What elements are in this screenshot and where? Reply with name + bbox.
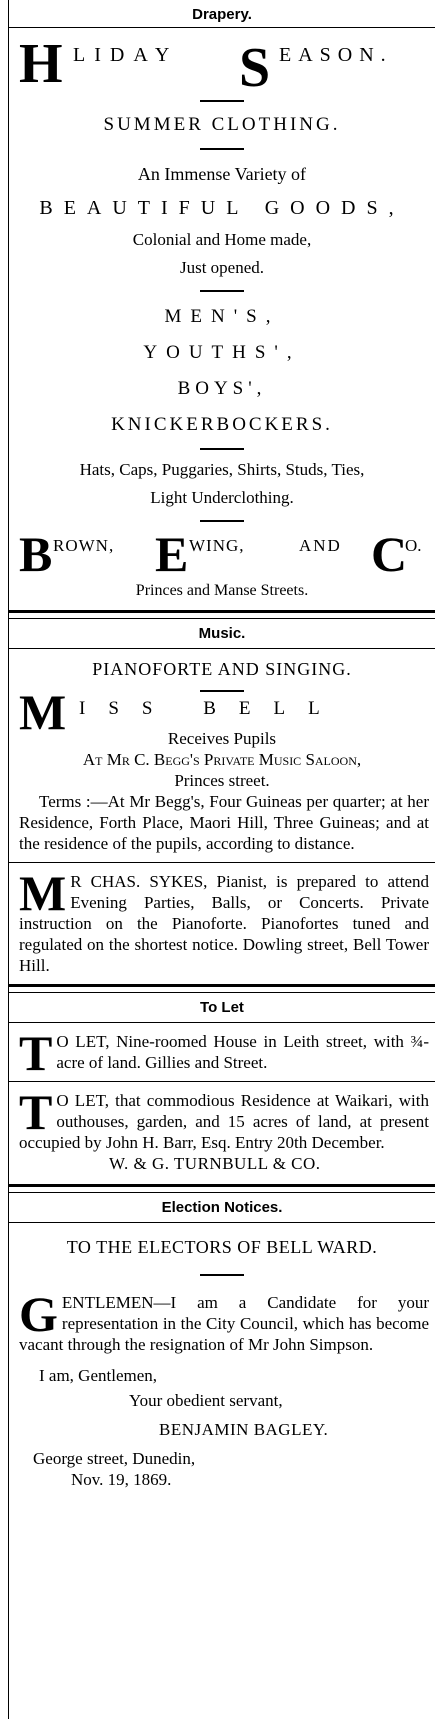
summer-clothing: SUMMER CLOTHING. bbox=[103, 114, 341, 135]
gentlemen-initial: G bbox=[19, 1286, 58, 1342]
section-heading-music: Music. bbox=[198, 625, 246, 642]
terms-paragraph: Terms :—At Mr Begg's, Four Guineas per quarter; at her Residence, Forth Place, Maori Hill, Three Guineas; and at the residence of the pupils, according to distance. bbox=[19, 792, 429, 853]
knickerbockers-line: KNICKERBOCKERS. bbox=[111, 414, 333, 435]
election-body: ENTLEMEN—I am a Candidate for your representation in the City Council, which has become vacant through the resignation of Mr John Simpson. bbox=[19, 1293, 429, 1354]
candidate-name: BENJAMIN BAGLEY. bbox=[159, 1420, 329, 1439]
hats-line: Hats, Caps, Puggaries, Shirts, Studs, Ties, bbox=[79, 460, 365, 479]
electors-title: TO THE ELECTORS OF BELL WARD. bbox=[66, 1237, 378, 1257]
colonial-line: Colonial and Home made, bbox=[132, 230, 312, 249]
newspaper-column bbox=[8, 0, 435, 1719]
rule bbox=[9, 1081, 435, 1082]
to-let-ad-2 bbox=[9, 1084, 435, 1153]
short-rule bbox=[200, 290, 244, 292]
co-initial: C bbox=[371, 526, 408, 582]
rule bbox=[9, 1022, 435, 1023]
firm-address: Princes and Manse Streets. bbox=[135, 582, 309, 599]
short-rule bbox=[200, 1274, 244, 1276]
brown-ewing-firm bbox=[9, 526, 435, 582]
rule bbox=[9, 1222, 435, 1223]
section-divider bbox=[9, 1184, 435, 1193]
to-let-1-initial: T bbox=[19, 1025, 53, 1081]
rule bbox=[9, 648, 435, 649]
music-saloon: At Mr C. Begg's Private Music Saloon, bbox=[82, 750, 362, 769]
to-let-2-text: O LET, that commodious Residence at Waikari, with outhouses, garden, and 15 acres of land, at present occupied by John H. Barr, Esq. Entry 20th December. bbox=[19, 1091, 429, 1152]
short-rule bbox=[200, 520, 244, 522]
address-line: George street, Dunedin, bbox=[33, 1449, 196, 1468]
underclothing-line: Light Underclothing. bbox=[150, 488, 294, 507]
section-heading-election: Election Notices. bbox=[161, 1199, 283, 1216]
princes-street: Princes street. bbox=[174, 771, 270, 790]
election-letter bbox=[9, 1286, 435, 1355]
rule bbox=[9, 27, 435, 28]
section-heading-drapery: Drapery. bbox=[192, 6, 252, 23]
i-am-line: I am, Gentlemen, bbox=[39, 1366, 158, 1385]
ewing-initial: E bbox=[155, 526, 189, 582]
co-word: O. bbox=[405, 536, 422, 555]
miss-initial: M bbox=[19, 684, 67, 740]
variety-line: An Immense Variety of bbox=[137, 164, 307, 184]
holiday-season-headline bbox=[9, 33, 435, 99]
brown-initial: B bbox=[19, 526, 53, 582]
turnbull-signature: W. & G. TURNBULL & CO. bbox=[109, 1154, 321, 1173]
section-heading-to-let: To Let bbox=[200, 999, 244, 1016]
section-divider bbox=[9, 984, 435, 993]
holiday-initial: H bbox=[19, 33, 63, 95]
to-let-2-initial: T bbox=[19, 1084, 53, 1140]
short-rule bbox=[200, 148, 244, 150]
boys-line: BOYS', bbox=[177, 378, 267, 399]
short-rule bbox=[200, 448, 244, 450]
season-initial: S bbox=[239, 37, 271, 99]
season-word: EASON. bbox=[279, 44, 393, 66]
short-rule bbox=[200, 100, 244, 102]
servant-line: Your obedient servant, bbox=[129, 1391, 283, 1410]
to-let-ad-1 bbox=[9, 1025, 435, 1081]
receives-pupils: Receives Pupils bbox=[167, 729, 277, 748]
youths-line: YOUTHS', bbox=[143, 342, 301, 363]
ewing-word: WING, bbox=[189, 536, 245, 555]
just-opened: Just opened. bbox=[179, 258, 265, 277]
holiday-word: LIDAY bbox=[73, 44, 179, 66]
pianoforte-title: PIANOFORTE AND SINGING. bbox=[92, 659, 352, 679]
date-line: Nov. 19, 1869. bbox=[71, 1470, 172, 1489]
sykes-ad bbox=[9, 865, 435, 976]
to-let-1-text: O LET, Nine-roomed House in Leith street, with ¾-acre of land. Gillies and Street. bbox=[56, 1032, 429, 1072]
sykes-initial: M bbox=[19, 865, 67, 921]
section-divider bbox=[9, 610, 435, 619]
miss-bell-word: ISS BELL bbox=[79, 698, 343, 719]
and-word: AND bbox=[299, 536, 342, 555]
brown-word: ROWN, bbox=[53, 536, 115, 555]
sykes-text: R CHAS. SYKES, Pianist, is prepared to attend Evening Parties, Balls, or Concerts. Private instruction on the Pianoforte. Pianofortes tuned and regulated on the shortest notice. Dowling street, Bell Tower Hill. bbox=[19, 872, 429, 975]
rule bbox=[9, 862, 435, 863]
beautiful-goods: BEAUTIFUL GOODS, bbox=[39, 197, 405, 219]
mens-line: MEN'S, bbox=[164, 306, 280, 327]
